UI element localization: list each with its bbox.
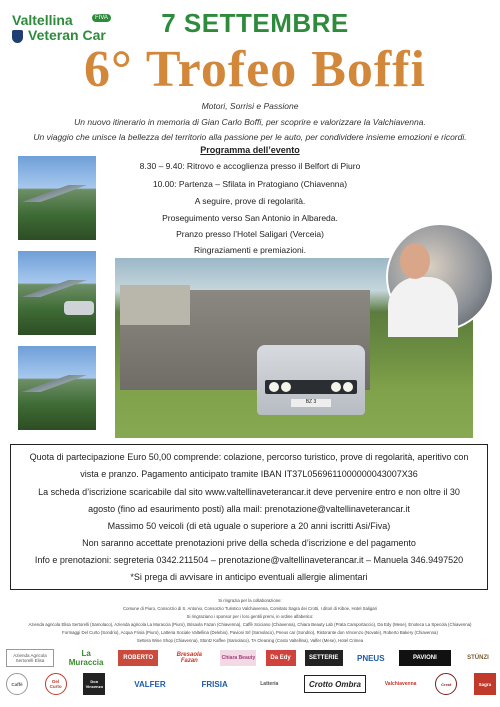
- sponsor-logo: PAVIONI: [399, 650, 451, 666]
- tagline: Motori, Sorrisi e Passione: [201, 101, 299, 111]
- info-line: Quota di partecipazione Euro 50,00 comprende: colazione, percorso turistico, prove di regolarità, aperitivo con: [29, 452, 469, 462]
- program-item: Proseguimento verso San Antonio in Albareda.: [162, 213, 338, 223]
- sponsor-logo: FRISIA: [201, 679, 228, 689]
- info-line: agosto (fino ad esaurimento posti) alla mail: prenotazione@valtellinaveterancar.it: [88, 504, 410, 514]
- ruin-house: [120, 285, 190, 325]
- logo-line2: Veteran Car: [28, 27, 106, 43]
- sponsor-logo: Del Curto: [45, 673, 67, 695]
- license-plate: BZ 3: [291, 399, 331, 407]
- portrait-photo: [386, 223, 494, 331]
- sponsor-logos-row-1: [6, 648, 496, 668]
- sponsor-logo: Sagra: [474, 673, 496, 695]
- event-title: 6° Trofeo Boffi: [84, 41, 426, 98]
- sponsor-logo: Crest: [435, 673, 457, 695]
- sponsor-list-2: Formaggi Del Curto (Sondrio), Acqua Frisia (Piuro), Latteria Sociale Valtellina (Delebio), Pavioni Srl (Samolaco), Pneus car (Sondrio), Ristorante don Vincenzo (Novate), Roberto Bakery (Chiavenna): [62, 630, 438, 635]
- event-date: 7 SETTEMBRE: [161, 8, 349, 38]
- sponsor-logo: Azienda Agricola Sertorelli Elisa: [6, 649, 54, 667]
- portrait-shirt: [388, 277, 458, 337]
- info-line: Info e prenotazioni: segreteria 0342.211504 – prenotazione@valtellinaveterancar.it – Manuela 346.9497520: [34, 555, 464, 565]
- info-line: vista e pranzo. Pagamento anticipato tramite IBAN IT37L0569611000000043007X36: [80, 469, 418, 479]
- sponsor-logo: Valchiavenna: [384, 681, 417, 687]
- valley-photo-3: [18, 346, 96, 430]
- sponsor-logo: VALFER: [134, 679, 166, 689]
- headlight-icon: [331, 382, 341, 392]
- sponsor-logo: STÜNZI: [467, 655, 489, 661]
- collab-list: Comune di Piuro, Consorzio di S. Antonio, Consorzio Turistico Valchiavenna, Comitato Sagra dei Crotti, I ditori di Kiboe, Hotel Saligari: [122, 606, 378, 611]
- sponsor-logos-row-2: [6, 672, 496, 696]
- valley-photo-1: [18, 156, 96, 240]
- info-line: La scheda d’iscrizione scaricabile dal sito www.valtellinaveterancar.it deve pervenire entro e non oltre il 30: [38, 487, 460, 497]
- info-line: Non saranno accettate prenotazioni prive della scheda d’iscrizione e del pagamento: [82, 538, 416, 548]
- sponsor-list-3: Settera Wine Shop (Chiavenna), Stüntz Kaffee (Samolaco), TA Cleaning (Costo Valtellina), Valfer (Mese), Hotel Crimea: [136, 638, 364, 643]
- car-shape: [64, 301, 94, 315]
- program-item: 10.00: Partenza – Sfilata in Pratogiano (Chiavenna): [152, 179, 348, 189]
- sponsor-list-1: Azienda agricola Elisa Sertorelli (Samolaco), Azienda agricola La Muraccia (Piuro), Brisaola Fazan (Chiavenna), Caffè Sciciano (Chiavenna), Chiara Beauty Lab (Prata Camportaccio), Da Edy (Mese), Enoteca La Specola (Chiavenna): [28, 622, 472, 627]
- sponsor-logo: Chiara Beauty: [220, 650, 256, 666]
- sponsor-logo: Bresaola Fazan: [176, 652, 202, 664]
- program-item: 8.30 – 9.40: Ritrovo e accoglienza presso il Belfort di Piuro: [139, 161, 361, 171]
- info-line: *Si prega di avvisare in anticipo eventuali allergie alimentari: [130, 572, 368, 582]
- program-item: Pranzo presso l’Hotel Saligari (Verceia): [176, 229, 324, 239]
- sponsor-logo: PNEUS: [356, 653, 385, 663]
- logo-line1: Valtellina: [12, 12, 73, 28]
- sponsor-logo: ROBERTO: [118, 650, 158, 666]
- program-heading: Programma dell’evento: [200, 145, 300, 155]
- sponsor-logo: SETTERIE: [305, 650, 343, 666]
- sponsor-logo: La Muraccia: [68, 649, 104, 667]
- alfa-romeo-car: [257, 345, 365, 415]
- sponsor-logo: Don Vincenzo: [83, 673, 105, 695]
- headlight-icon: [281, 382, 291, 392]
- headlight-icon: [269, 382, 279, 392]
- program-item: Ringraziamenti e premiazioni.: [194, 245, 306, 255]
- intro-line-1: Un nuovo itinerario in memoria di Gian Carlo Boffi, per scoprire e valorizzare la Valchiavenna.: [74, 117, 426, 127]
- info-line: Massimo 50 veicoli (di età uguale o superiore a 20 anni iscritti Asi/Fiva): [107, 521, 391, 531]
- sponsor-logo: Latteria: [260, 681, 279, 687]
- participation-box: [10, 444, 488, 590]
- sponsor-logo: Crotto Ombra: [304, 675, 366, 693]
- sponsor-logo: Da Edy: [266, 650, 296, 666]
- sponsor-logo: Caffè: [6, 673, 28, 695]
- valley-photo-2: [18, 251, 96, 335]
- portrait-head: [400, 243, 430, 279]
- intro-line-2: Un viaggio che unisce la bellezza del territorio alla passione per le auto, per condividere insieme emozioni e ricordi.: [33, 132, 467, 142]
- thanks-heading: Si ringrazia per la collaborazione:: [218, 598, 282, 603]
- fiva-badge: FIVA: [92, 14, 111, 22]
- program-item: A seguire, prove di regolarità.: [194, 196, 306, 206]
- sponsor-intro: Si ringraziano i sponsor per i loro gentili premi, in ordine alfabetico:: [186, 614, 314, 619]
- headlight-icon: [343, 382, 353, 392]
